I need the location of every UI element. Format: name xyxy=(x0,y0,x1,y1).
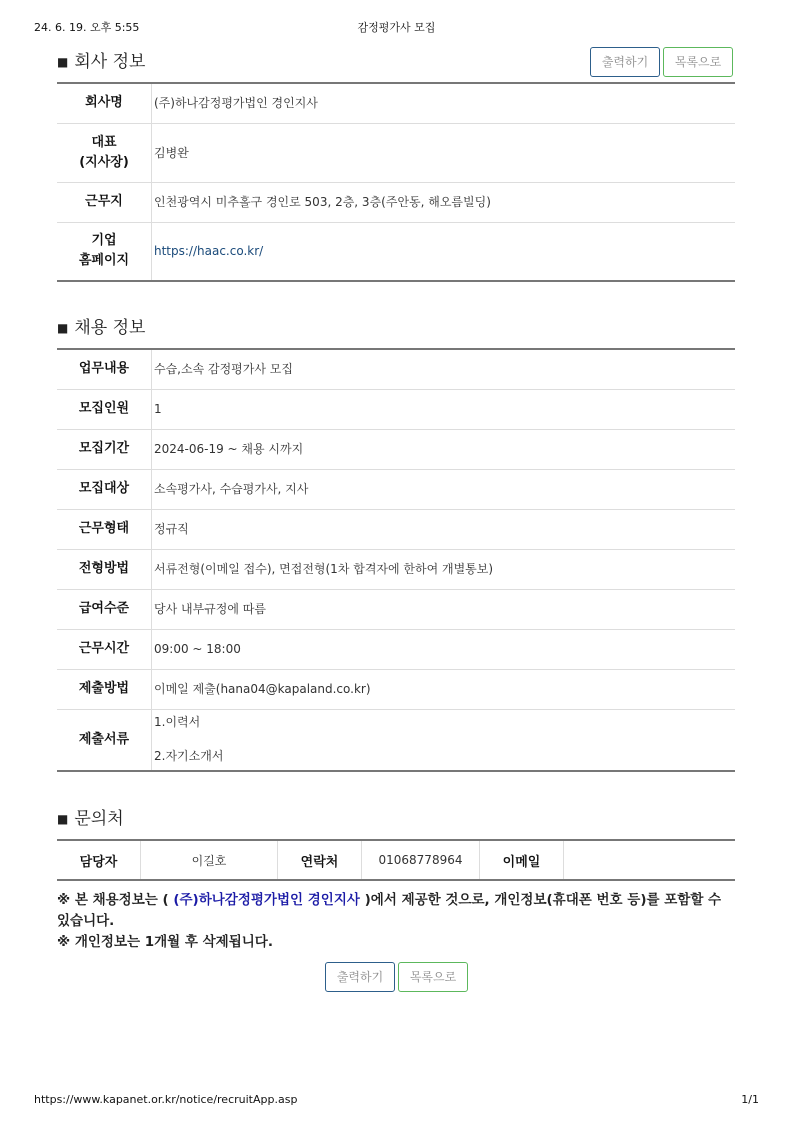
list-button-bottom[interactable]: 목록으로 xyxy=(398,962,468,992)
print-footer-url: https://www.kapanet.or.kr/notice/recruitApp.asp xyxy=(34,1093,298,1106)
manager-value: 이길호 xyxy=(141,840,278,880)
work-hours-label: 근무시간 xyxy=(57,629,152,669)
salary-value: 당사 내부규정에 따름 xyxy=(152,589,736,629)
company-row xyxy=(57,182,735,222)
recruit-row xyxy=(57,629,735,669)
company-row xyxy=(57,123,735,182)
manager-label: 담당자 xyxy=(57,840,141,880)
print-footer-page: 1/1 xyxy=(741,1093,759,1106)
target-label: 모집대상 xyxy=(57,469,152,509)
submit-method-value: 이메일 제출(hana04@kapaland.co.kr) xyxy=(152,669,736,709)
homepage-cell xyxy=(152,222,736,281)
notice-line-2: ※ 개인정보는 1개월 후 삭제됩니다. xyxy=(57,934,273,950)
print-button-top[interactable]: 출력하기 xyxy=(590,47,660,77)
workplace-value: 인천광역시 미추홀구 경인로 503, 2층, 3층(주안동, 해오름빌딩) xyxy=(152,182,736,222)
recruit-row xyxy=(57,709,735,771)
phone-label: 연락처 xyxy=(278,840,362,880)
employment-type-label: 근무형태 xyxy=(57,509,152,549)
target-value: 소속평가사, 수습평가사, 지사 xyxy=(152,469,736,509)
selection-method-label: 전형방법 xyxy=(57,549,152,589)
documents-value: 1.이력서 2.자기소개서 xyxy=(154,715,224,764)
company-name-label: 회사명 xyxy=(57,83,152,123)
privacy-notice xyxy=(57,890,737,953)
work-hours-value: 09:00 ~ 18:00 xyxy=(152,629,736,669)
print-footer xyxy=(34,1093,759,1109)
documents-label: 제출서류 xyxy=(57,709,152,771)
recruit-row xyxy=(57,509,735,549)
recruit-row xyxy=(57,469,735,509)
ceo-value: 김병완 xyxy=(152,123,736,182)
notice-line-1: ※ 본 채용정보는 ( (주)하나감정평가법인 경인지사 )에서 제공한 것으로, 개인정보(휴대폰 번호 등)를 포함할 수 있습니다. xyxy=(57,892,722,929)
company-row xyxy=(57,83,735,123)
contact-row xyxy=(57,840,735,880)
phone-value: 01068778964 xyxy=(362,840,480,880)
ceo-label: 대표 (지사장) xyxy=(57,123,152,182)
email-value xyxy=(564,840,736,880)
email-label: 이메일 xyxy=(480,840,564,880)
square-bullet-icon: ■ xyxy=(57,812,69,826)
company-info-table xyxy=(57,82,735,282)
salary-label: 급여수준 xyxy=(57,589,152,629)
employment-type-value: 정규직 xyxy=(152,509,736,549)
recruit-row xyxy=(57,349,735,389)
recruit-row xyxy=(57,669,735,709)
recruit-section-title: ■ 채용 정보 xyxy=(57,318,146,338)
selection-method-value: 서류전형(이메일 접수), 면접전형(1차 합격자에 한하여 개별통보) xyxy=(152,549,736,589)
print-button-bottom[interactable]: 출력하기 xyxy=(325,962,395,992)
headcount-label: 모집인원 xyxy=(57,389,152,429)
company-section-title: ■ 회사 정보 xyxy=(57,52,146,72)
headcount-value: 1 xyxy=(152,389,736,429)
recruit-info-table xyxy=(57,348,735,772)
period-label: 모집기간 xyxy=(57,429,152,469)
workplace-label: 근무지 xyxy=(57,182,152,222)
recruit-row xyxy=(57,389,735,429)
print-header xyxy=(34,19,759,35)
square-bullet-icon: ■ xyxy=(57,55,69,69)
notice-company-name: (주)하나감정평가법인 경인지사 xyxy=(173,892,360,908)
submit-method-label: 제출방법 xyxy=(57,669,152,709)
homepage-link[interactable]: https://haac.co.kr/ xyxy=(154,244,264,259)
homepage-label: 기업 홈페이지 xyxy=(57,222,152,281)
contact-table xyxy=(57,839,735,881)
company-name-value: (주)하나감정평가법인 경인지사 xyxy=(152,83,736,123)
list-button-top[interactable]: 목록으로 xyxy=(663,47,733,77)
job-description-label: 업무내용 xyxy=(57,349,152,389)
recruit-row xyxy=(57,429,735,469)
contact-section-title: ■ 문의처 xyxy=(57,809,124,829)
period-value: 2024-06-19 ~ 채용 시까지 xyxy=(152,429,736,469)
recruit-row xyxy=(57,549,735,589)
square-bullet-icon: ■ xyxy=(57,321,69,335)
company-row xyxy=(57,222,735,281)
print-date: 24. 6. 19. 오후 5:55 xyxy=(34,21,140,34)
job-description-value: 수습,소속 감정평가사 모집 xyxy=(152,349,736,389)
print-doc-title: 감정평가사 모집 xyxy=(357,21,436,34)
recruit-row xyxy=(57,589,735,629)
